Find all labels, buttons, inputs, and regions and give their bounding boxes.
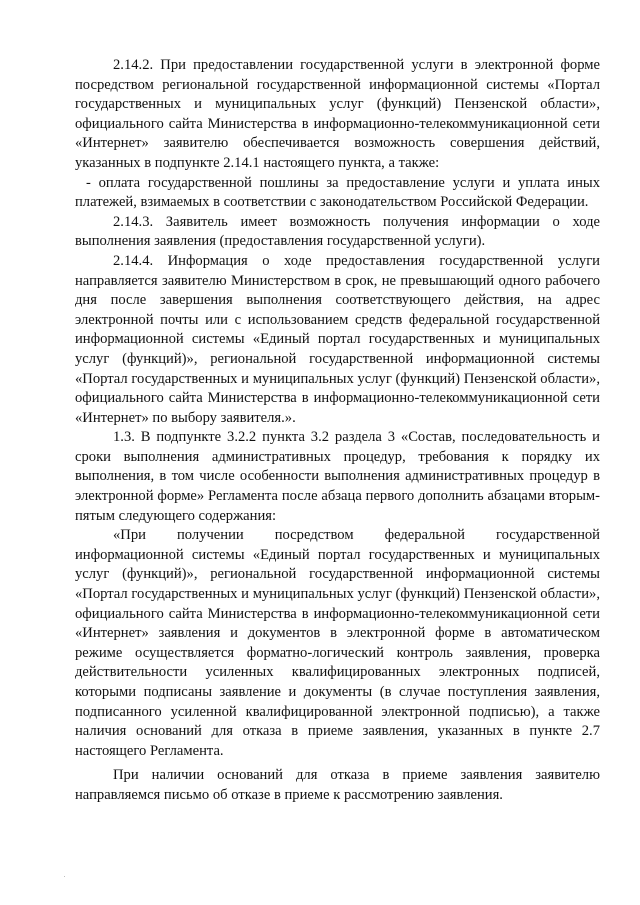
paragraph-1-3: 1.3. В подпункте 3.2.2 пункта 3.2 раздела 3 «Состав, последовательность и сроки выполнения административных процедур, требования к порядку их выполнения, в том числе особенности выполнения административных процедур в электронной форме» Регламента после абзаца первого дополнить абзацами вторым-пятым следующего содержания: <box>75 429 600 524</box>
paragraph-2-14-3: 2.14.3. Заявитель имеет возможность получения информации о ходе выполнения заявления (предоставления государственной услуги). <box>75 213 600 250</box>
paragraph-bullet-fee: - оплата государственной пошлины за предоставление услуги и уплата иных платежей, взимаемых в соответствии с законодательством Российской Федерации. <box>75 174 600 211</box>
paragraph-2-14-4: 2.14.4. Информация о ходе предоставления государственной услуги направляется заявителю Министерством в срок, не превышающий одного рабочего дня после завершения выполнения соответствующего действия, на адрес электронной почты или с использованием средств федеральной государственной информационной системы «Единый портал государственных и муниципальных услуг (функций)», региональной государственной информационной системы «Портал государственных и муниципальных услуг (функций) Пензенской области», официального сайта Министерства в информационно-телекоммуникационной сети «Интернет» по выбору заявителя.». <box>75 252 600 426</box>
paragraph-refusal: При наличии оснований для отказа в приеме заявления заявителю направляемся письмо об отказе в приеме к рассмотрению заявления. <box>75 767 600 803</box>
paragraph-2-14-2: 2.14.2. При предоставлении государственной услуги в электронной форме посредством региональной государственной информационной системы «Портал государственных и муниципальных услуг (функций) Пензенской области», официального сайта Министерства в информационно-телекоммуникационной сети «Интернет» заявителю обеспечивается возможность совершения действий, указанных в подпункте 2.14.1 настоящего пункта, а также: <box>75 57 600 171</box>
document-body <box>75 56 600 806</box>
paragraph-quoted-receipt: «При получении посредством федеральной государственной информационной системы «Единый портал государственных и муниципальных услуг (функций)», региональной государственной информационной системы «Портал государственных и муниципальных услуг (функций) Пензенской области», официального сайта Министерства в информационно-телекоммуникационной сети «Интернет» заявления и документов в электронной форме в автоматическом режиме осуществляется форматно-логический контроль заявления, проверка действительности усиленных квалифицированных электронных подписей, которыми подписаны заявление и документы (в случае поступления заявления, подписанного усиленной квалифицированной электронной подписью), а также наличия оснований для отказа в приеме заявления, указанных в пункте 2.7 настоящего Регламента. <box>75 527 600 759</box>
scan-speck <box>64 876 65 877</box>
